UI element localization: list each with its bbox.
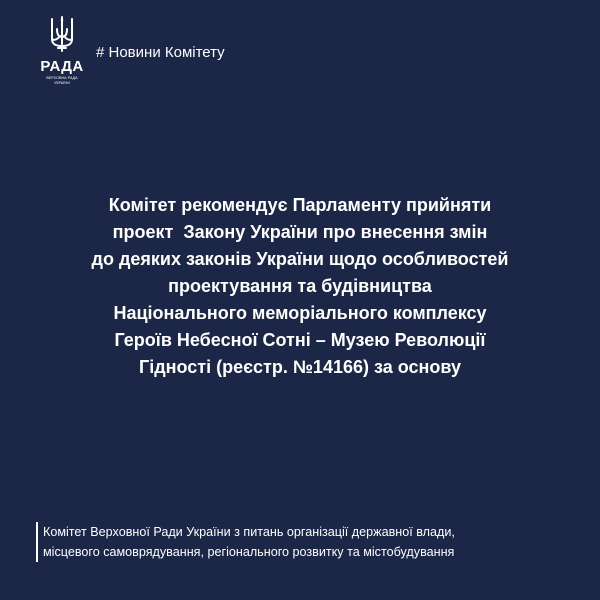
logo-wordmark: РАДА bbox=[40, 58, 84, 75]
committee-name-footer bbox=[36, 522, 583, 562]
headline-line: Гідності (реєстр. №14166) за основу bbox=[139, 357, 461, 377]
headline-line: проект Закону України про внесення змін bbox=[112, 222, 488, 242]
headline-line: проектування та будівництва bbox=[168, 276, 432, 296]
footer-line: місцевого самоврядування, регіонального розвитку та містобудування bbox=[43, 545, 455, 559]
trident-icon bbox=[49, 15, 75, 53]
rada-logo bbox=[36, 15, 88, 86]
section-hashtag: # Новини Комітету bbox=[96, 44, 225, 61]
logo-subtitle-line-2: УКРАЇНИ bbox=[54, 81, 70, 86]
footer-line: Комітет Верховної Ради України з питань організації державної влади, bbox=[43, 525, 455, 539]
headline-line: Комітет рекомендує Парламенту прийняти bbox=[108, 195, 492, 215]
headline bbox=[40, 192, 560, 381]
headline-line: Національного меморіального комплексу bbox=[113, 303, 487, 323]
headline-line: Героїв Небесної Сотні – Музею Революції bbox=[114, 330, 486, 350]
headline-line: до деяких законів України щодо особливостей bbox=[91, 249, 509, 269]
logo-subtitle-line-1: ВЕРХОВНА РАДА bbox=[46, 76, 78, 80]
